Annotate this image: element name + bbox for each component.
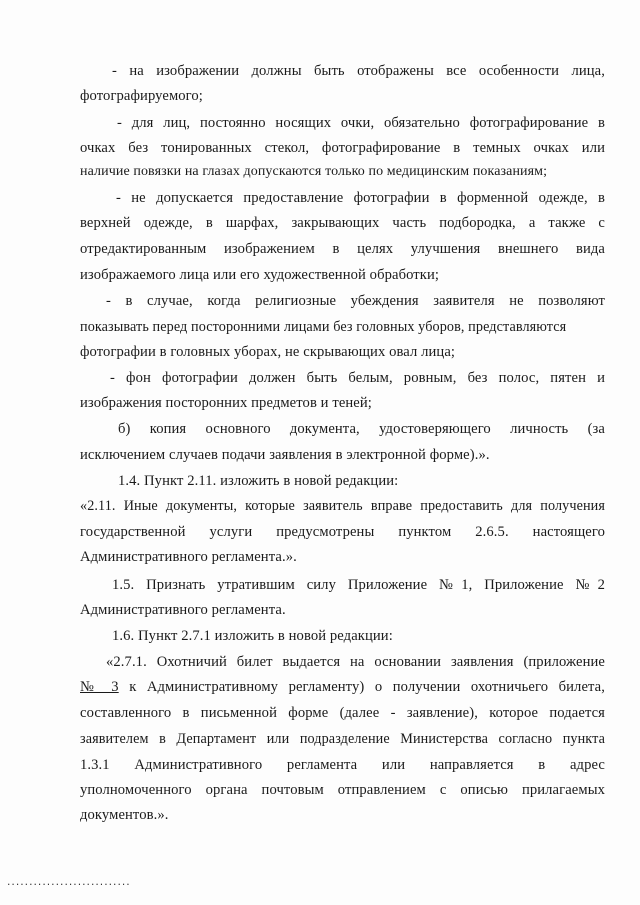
text-line: Административного регламента. [80,602,286,618]
text-line: б) копия основного документа, удостоверяющего личность (за [118,421,605,437]
text-line: фотографируемого; [80,88,203,104]
text-line: заявителем в Департамент или подразделение Министерства согласно пункта [80,731,605,747]
text-line: Административного регламента.». [80,549,297,565]
text-line: отредактированным изображением в целях улучшения внешнего вида [80,241,605,257]
text-line: - фон фотографии должен быть белым, ровным, без полос, пятен и [110,370,605,386]
text-line [80,678,605,696]
text-line: верхней одежде, в шарфах, закрывающих часть подбородка, а также с [80,215,605,231]
text-line: уполномоченного органа почтовым отправлением с описью прилагаемых [80,782,605,798]
text-line: очках без тонированных стекол, фотографирование в темных очках или [80,140,605,156]
text-line: составленного в письменной форме (далее - заявление), которое подается [80,705,605,721]
text-line: 1.6. Пункт 2.7.1 изложить в новой редакции: [112,628,393,644]
text-line: «2.7.1. Охотничий билет выдается на основании заявления (приложение [106,654,605,670]
text-line: - для лиц, постоянно носящих очки, обязательно фотографирование в [117,115,605,131]
text-line: документов.». [80,807,169,823]
text-line: исключением случаев подачи заявления в электронной форме).». [80,447,490,463]
text-line: - в случае, когда религиозные убеждения заявителя не позволяют [106,293,605,309]
text-line: государственной услуги предусмотрены пунктом 2.6.5. настоящего [80,524,605,540]
appendix-ref: № 3 [80,679,119,695]
text-line: изображения посторонних предметов и теней; [80,395,372,411]
text-span: к Административному регламенту) о получении охотничьего билета, [118,679,606,695]
text-line: показывать перед посторонними лицами без головных уборов, представляются [80,319,567,335]
text-line: - не допускается предоставление фотографии в форменной одежде, в [116,190,605,206]
text-line: - на изображении должны быть отображены все особенности лица, [112,63,605,79]
footer-mark: ............................ [6,878,130,888]
text-line: «2.11. Иные документы, которые заявитель вправе предоставить для получения [80,498,605,514]
text-line: 1.5. Признать утратившим силу Приложение №1, Приложение №2 [112,577,605,593]
text-line: 1.4. Пункт 2.11. изложить в новой редакции: [118,473,399,489]
text-line: 1.3.1 Административного регламента или направляется в адрес [80,757,605,773]
text-line: изображаемого лица или его художественной обработки; [80,267,440,283]
text-line: фотографии в головных уборах, не скрывающих овал лица; [80,344,456,360]
text-line: наличие повязки на глазах допускаются только по медицинским показаниям; [80,164,548,179]
